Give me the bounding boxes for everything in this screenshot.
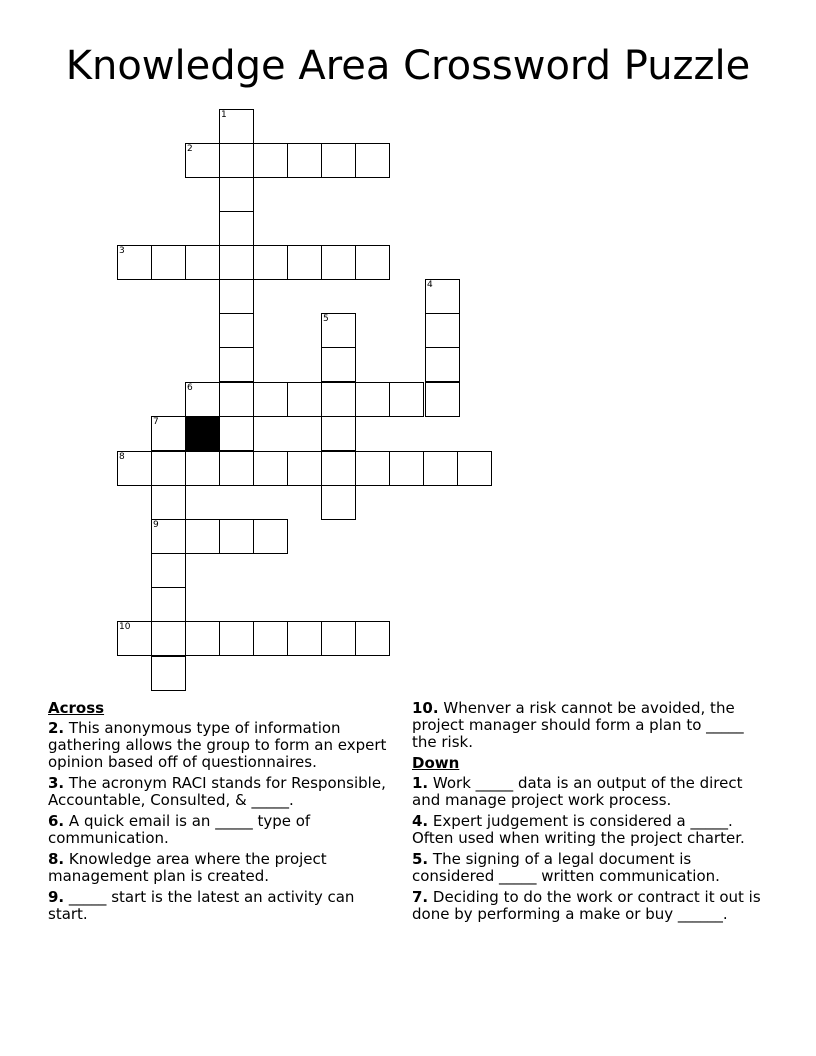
clue-text: The acronym RACI stands for Responsible, Accountable, Consulted, & _____. [48,774,386,809]
cell-number: 1 [221,110,227,120]
cell-number: 10 [119,622,131,632]
grid-cell[interactable] [253,621,288,656]
clue-number: 8. [48,850,65,868]
grid-cell[interactable] [425,347,460,382]
clue-text: This anonymous type of information gathering allows the group to form an expert opinion based off of questionnaires. [48,719,387,771]
grid-cell[interactable] [151,656,186,691]
grid-cell[interactable] [151,485,186,520]
grid-cell[interactable] [355,621,390,656]
grid-cell[interactable] [253,245,288,280]
grid-cell[interactable] [321,451,356,486]
grid-cell[interactable] [425,382,460,417]
clue-down-1 [412,775,772,809]
cell-number: 3 [119,246,125,256]
grid-cell[interactable] [151,621,186,656]
grid-cell[interactable] [151,519,186,554]
clue-across-10 [412,700,772,751]
clue-down-5 [412,851,772,885]
grid-cell[interactable] [423,451,458,486]
grid-cell[interactable] [355,451,390,486]
clue-text: Work _____ data is an output of the direct and manage project work process. [412,774,743,809]
grid-cell[interactable] [219,382,254,417]
grid-cell[interactable] [287,451,322,486]
grid-cell[interactable] [117,451,152,486]
grid-cell[interactable] [151,587,186,622]
grid-cell[interactable] [219,245,254,280]
clue-text: Deciding to do the work or contract it out is done by performing a make or buy ______. [412,888,761,923]
clue-across-6 [48,813,398,847]
grid-cell[interactable] [117,245,152,280]
cell-number: 5 [323,314,329,324]
grid-cell[interactable] [321,347,356,382]
grid-cell[interactable] [321,313,356,348]
grid-cell[interactable] [117,621,152,656]
grid-cell[interactable] [185,143,220,178]
clue-text: Whenver a risk cannot be avoided, the project manager should form a plan to _____ the risk. [412,699,744,751]
clue-across-3 [48,775,398,809]
cell-number: 8 [119,452,125,462]
clue-down-7 [412,889,772,923]
grid-cell[interactable] [355,245,390,280]
grid-cell[interactable] [389,382,424,417]
clue-text: A quick email is an _____ type of communication. [48,812,311,847]
clue-across-8 [48,851,398,885]
grid-cell[interactable] [185,451,220,486]
grid-cell[interactable] [321,485,356,520]
grid-cell[interactable] [287,245,322,280]
grid-cell[interactable] [219,347,254,382]
grid-cell[interactable] [219,279,254,314]
grid-cell[interactable] [253,382,288,417]
grid-cell[interactable] [355,143,390,178]
grid-cell[interactable] [321,143,356,178]
grid-cell[interactable] [425,313,460,348]
grid-cell[interactable] [219,313,254,348]
grid-cell[interactable] [185,245,220,280]
grid-cell[interactable] [151,451,186,486]
grid-cell[interactable] [389,451,424,486]
cell-number: 7 [153,417,159,427]
grid-cell[interactable] [219,451,254,486]
grid-cell[interactable] [219,621,254,656]
grid-cell[interactable] [287,382,322,417]
clue-number: 3. [48,774,65,792]
grid-cell[interactable] [219,519,254,554]
grid-cell[interactable] [321,382,356,417]
clue-text: Knowledge area where the project management plan is created. [48,850,327,885]
grid-cell[interactable] [425,279,460,314]
across-heading: Across [48,699,105,717]
grid-cell[interactable] [151,245,186,280]
grid-cell[interactable] [185,382,220,417]
grid-cell[interactable] [253,143,288,178]
clue-text: The signing of a legal document is considered _____ written communication. [412,850,720,885]
grid-cell[interactable] [287,143,322,178]
cell-number: 4 [427,280,433,290]
clue-number: 2. [48,719,65,737]
grid-cell[interactable] [253,519,288,554]
grid-cell[interactable] [219,143,254,178]
clue-number: 4. [412,812,429,830]
grid-cell[interactable] [253,451,288,486]
clue-number: 6. [48,812,65,830]
grid-cell[interactable] [185,519,220,554]
clues-column-right [412,700,772,927]
clue-number: 5. [412,850,429,868]
clue-down-4 [412,813,772,847]
cell-number: 6 [187,383,193,393]
clue-text: _____ start is the latest an activity can start. [48,888,355,923]
cell-number: 9 [153,520,159,530]
clue-across-2 [48,720,398,771]
clue-number: 7. [412,888,429,906]
grid-cell[interactable] [321,416,356,451]
grid-cell[interactable] [219,211,254,246]
black-cell [185,416,220,451]
grid-cell[interactable] [355,382,390,417]
clue-text: Expert judgement is considered a _____. Often used when writing the project charter. [412,812,745,847]
down-heading: Down [412,754,460,772]
page-title: Knowledge Area Crossword Puzzle [65,43,751,89]
clues-column-left [48,700,398,927]
clue-number: 1. [412,774,429,792]
clue-number: 10. [412,699,439,717]
clue-number: 9. [48,888,65,906]
grid-cell[interactable] [321,245,356,280]
grid-cell[interactable] [151,553,186,588]
grid-cell[interactable] [219,416,254,451]
grid-cell[interactable] [185,621,220,656]
clue-across-9 [48,889,398,923]
grid-cell[interactable] [219,109,254,144]
grid-cell[interactable] [151,416,186,451]
grid-cell[interactable] [287,621,322,656]
grid-cell[interactable] [321,621,356,656]
grid-cell[interactable] [457,451,492,486]
cell-number: 2 [187,144,193,154]
grid-cell[interactable] [219,177,254,212]
